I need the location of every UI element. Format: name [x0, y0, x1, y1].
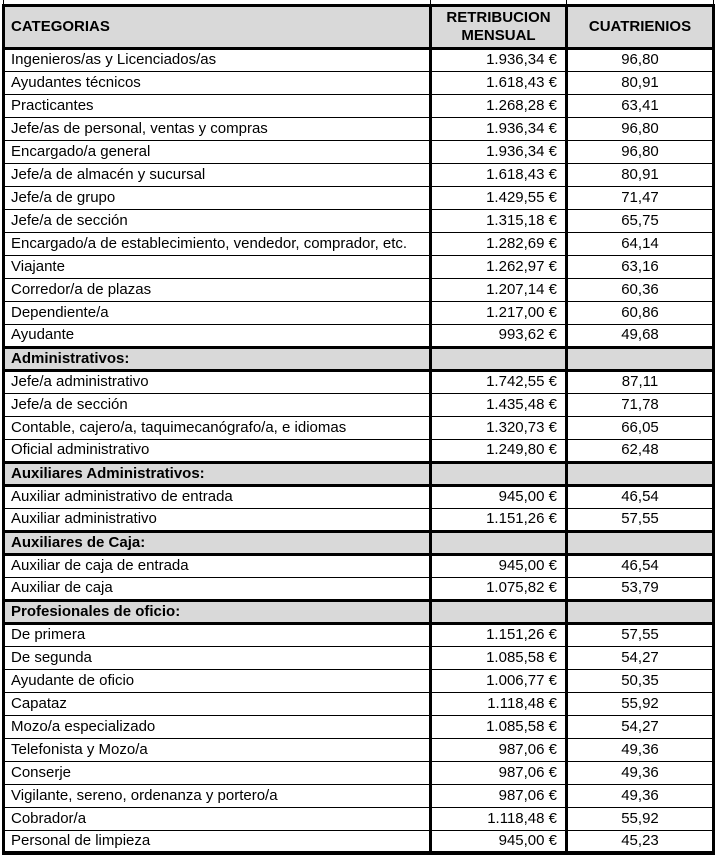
table-row [4, 255, 714, 278]
categoria-cell: Jefe/a de grupo [4, 186, 431, 209]
retribucion-cell: 1.936,34 € [431, 48, 567, 71]
retribucion-cell: 1.320,73 € [431, 416, 567, 439]
categoria-cell: Jefe/as de personal, ventas y compras [4, 117, 431, 140]
table-row [4, 761, 714, 784]
cuatrienios-cell [567, 462, 714, 485]
categoria-cell: Jefe/a de almacén y sucursal [4, 163, 431, 186]
cuatrienios-cell: 49,36 [567, 784, 714, 807]
categoria-cell: Profesionales de oficio: [4, 600, 431, 623]
retribucion-cell: 1.085,58 € [431, 715, 567, 738]
retribucion-cell: 993,62 € [431, 324, 567, 347]
cuatrienios-cell [567, 347, 714, 370]
cuatrienios-cell: 96,80 [567, 140, 714, 163]
retribucion-cell [431, 347, 567, 370]
categoria-cell: De primera [4, 623, 431, 646]
table-row [4, 278, 714, 301]
retribucion-cell: 945,00 € [431, 485, 567, 508]
categoria-cell: Jefe/a administrativo [4, 370, 431, 393]
retribucion-cell: 1.151,26 € [431, 508, 567, 531]
column-header-retribucion-mensual: RETRIBUCION MENSUAL [431, 5, 567, 48]
cuatrienios-cell: 60,36 [567, 278, 714, 301]
table-row [4, 623, 714, 646]
cuatrienios-cell: 54,27 [567, 646, 714, 669]
retribucion-cell: 945,00 € [431, 830, 567, 853]
cuatrienios-cell: 62,48 [567, 439, 714, 462]
retribucion-cell: 1.151,26 € [431, 623, 567, 646]
cuatrienios-cell: 60,86 [567, 301, 714, 324]
retribucion-cell: 987,06 € [431, 784, 567, 807]
retribucion-cell: 1.618,43 € [431, 71, 567, 94]
table-row [4, 715, 714, 738]
categoria-cell: Telefonista y Mozo/a [4, 738, 431, 761]
categoria-cell: Ayudante de oficio [4, 669, 431, 692]
table-row [4, 393, 714, 416]
categoria-cell: Ayudantes técnicos [4, 71, 431, 94]
categoria-cell: Auxiliares Administrativos: [4, 462, 431, 485]
categoria-cell: Corredor/a de plazas [4, 278, 431, 301]
categoria-cell: Conserje [4, 761, 431, 784]
categoria-cell: Auxiliar de caja de entrada [4, 554, 431, 577]
categoria-cell: Encargado/a de establecimiento, vendedor, comprador, etc. [4, 232, 431, 255]
header-row [4, 5, 714, 48]
categoria-cell: Personal de limpieza [4, 830, 431, 853]
cuatrienios-cell [567, 531, 714, 554]
cuatrienios-cell: 71,78 [567, 393, 714, 416]
table-row [4, 554, 714, 577]
cuatrienios-cell: 63,41 [567, 94, 714, 117]
table-row [4, 301, 714, 324]
categoria-cell: Practicantes [4, 94, 431, 117]
table-row [4, 577, 714, 600]
cuatrienios-cell: 55,92 [567, 807, 714, 830]
cuatrienios-cell: 87,11 [567, 370, 714, 393]
column-header-categorias: CATEGORIAS [4, 5, 431, 48]
table-row [4, 439, 714, 462]
salary-table [2, 0, 715, 855]
table-row [4, 232, 714, 255]
retribucion-cell [431, 462, 567, 485]
table-row [4, 186, 714, 209]
retribucion-cell: 1.429,55 € [431, 186, 567, 209]
cuatrienios-cell: 45,23 [567, 830, 714, 853]
retribucion-cell: 1.268,28 € [431, 94, 567, 117]
cuatrienios-cell: 54,27 [567, 715, 714, 738]
retribucion-cell: 1.742,55 € [431, 370, 567, 393]
categoria-cell: Contable, cajero/a, taquimecanógrafo/a, e idiomas [4, 416, 431, 439]
table-row [4, 485, 714, 508]
section-row [4, 600, 714, 623]
categoria-cell: Ayudante [4, 324, 431, 347]
cuatrienios-cell: 49,36 [567, 761, 714, 784]
table-row [4, 324, 714, 347]
categoria-cell: Encargado/a general [4, 140, 431, 163]
retribucion-cell [431, 531, 567, 554]
table-row [4, 370, 714, 393]
cuatrienios-cell: 63,16 [567, 255, 714, 278]
retribucion-cell: 1.435,48 € [431, 393, 567, 416]
table-row [4, 784, 714, 807]
cuatrienios-cell: 96,80 [567, 48, 714, 71]
categoria-cell: De segunda [4, 646, 431, 669]
cuatrienios-cell: 66,05 [567, 416, 714, 439]
categoria-cell: Auxiliares de Caja: [4, 531, 431, 554]
cuatrienios-cell: 57,55 [567, 623, 714, 646]
categoria-cell: Viajante [4, 255, 431, 278]
section-row [4, 347, 714, 370]
categoria-cell: Oficial administrativo [4, 439, 431, 462]
table-row [4, 94, 714, 117]
column-header-cuatrienios: CUATRIENIOS [567, 5, 714, 48]
categoria-cell: Auxiliar administrativo de entrada [4, 485, 431, 508]
retribucion-cell: 987,06 € [431, 761, 567, 784]
categoria-cell: Mozo/a especializado [4, 715, 431, 738]
cuatrienios-cell: 96,80 [567, 117, 714, 140]
table-body [4, 48, 714, 853]
table-row [4, 508, 714, 531]
categoria-cell: Ingenieros/as y Licenciados/as [4, 48, 431, 71]
retribucion-cell: 1.006,77 € [431, 669, 567, 692]
retribucion-cell: 1.618,43 € [431, 163, 567, 186]
cuatrienios-cell: 80,91 [567, 71, 714, 94]
table-row [4, 692, 714, 715]
cuatrienios-cell: 50,35 [567, 669, 714, 692]
table-row [4, 209, 714, 232]
retribucion-cell [431, 600, 567, 623]
categoria-cell: Vigilante, sereno, ordenanza y portero/a [4, 784, 431, 807]
retribucion-cell: 1.262,97 € [431, 255, 567, 278]
retribucion-cell: 1.282,69 € [431, 232, 567, 255]
retribucion-cell: 1.936,34 € [431, 117, 567, 140]
retribucion-cell: 1.217,00 € [431, 301, 567, 324]
retribucion-cell: 945,00 € [431, 554, 567, 577]
cuatrienios-cell: 49,36 [567, 738, 714, 761]
cuatrienios-cell: 49,68 [567, 324, 714, 347]
table-row [4, 140, 714, 163]
categoria-cell: Auxiliar administrativo [4, 508, 431, 531]
categoria-cell: Jefe/a de sección [4, 393, 431, 416]
table-row [4, 646, 714, 669]
cuatrienios-cell: 71,47 [567, 186, 714, 209]
cuatrienios-cell [567, 600, 714, 623]
retribucion-cell: 1.249,80 € [431, 439, 567, 462]
table-row [4, 117, 714, 140]
categoria-cell: Dependiente/a [4, 301, 431, 324]
section-row [4, 531, 714, 554]
categoria-cell: Jefe/a de sección [4, 209, 431, 232]
cuatrienios-cell: 46,54 [567, 554, 714, 577]
retribucion-cell: 1.118,48 € [431, 807, 567, 830]
retribucion-cell: 1.207,14 € [431, 278, 567, 301]
categoria-cell: Administrativos: [4, 347, 431, 370]
cuatrienios-cell: 46,54 [567, 485, 714, 508]
table-row [4, 71, 714, 94]
cuatrienios-cell: 64,14 [567, 232, 714, 255]
table-row [4, 669, 714, 692]
table-row [4, 416, 714, 439]
table-row [4, 163, 714, 186]
retribucion-cell: 1.118,48 € [431, 692, 567, 715]
section-row [4, 462, 714, 485]
cuatrienios-cell: 80,91 [567, 163, 714, 186]
retribucion-cell: 987,06 € [431, 738, 567, 761]
retribucion-cell: 1.085,58 € [431, 646, 567, 669]
retribucion-cell: 1.075,82 € [431, 577, 567, 600]
retribucion-cell: 1.936,34 € [431, 140, 567, 163]
table-row [4, 738, 714, 761]
categoria-cell: Cobrador/a [4, 807, 431, 830]
cuatrienios-cell: 55,92 [567, 692, 714, 715]
categoria-cell: Capataz [4, 692, 431, 715]
categoria-cell: Auxiliar de caja [4, 577, 431, 600]
cuatrienios-cell: 65,75 [567, 209, 714, 232]
table-row [4, 807, 714, 830]
table-row [4, 48, 714, 71]
retribucion-cell: 1.315,18 € [431, 209, 567, 232]
cuatrienios-cell: 57,55 [567, 508, 714, 531]
table-row [4, 830, 714, 853]
cuatrienios-cell: 53,79 [567, 577, 714, 600]
